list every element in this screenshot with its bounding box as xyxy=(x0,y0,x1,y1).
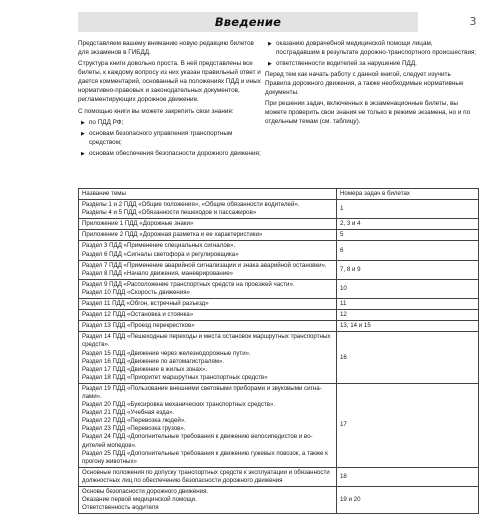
skills-list-continued xyxy=(265,40,478,69)
page-title: Введение xyxy=(214,15,282,29)
table-row xyxy=(79,200,479,219)
task-numbers-cell: 7, 8 и 9 xyxy=(337,260,479,279)
table-row xyxy=(79,487,479,514)
topic-line: Раздел 19 ПДД «Пользование внешними световыми приборами и звуковыми сигналами». xyxy=(82,384,322,400)
triangle-bullet-icon: ▶ xyxy=(81,131,85,138)
topic-line: Раздел 3 ПДД «Применение специальных сигналов». xyxy=(82,242,236,250)
table-header-row xyxy=(79,189,479,200)
skills-list-item: ▶ основам безопасного управления транспортным средством; xyxy=(81,130,233,147)
topic-cell xyxy=(79,310,337,321)
task-numbers-cell: 2, 3 и 4 xyxy=(337,219,479,230)
topic-cell xyxy=(79,219,337,230)
topic-line: Раздел 22 ПДД «Перевозка людей». xyxy=(82,417,186,425)
topic-cell xyxy=(79,279,337,298)
topic-line: Раздел 18 ПДД «Приоритет маршрутных транспортных средств» xyxy=(82,373,268,381)
left-column xyxy=(78,40,261,161)
topic-cell xyxy=(79,487,337,514)
topic-line: Раздел 8 ПДД «Начало движения, маневрирование» xyxy=(82,269,234,277)
skills-lead-paragraph: С помощью книги вы можете закрепить свои знания: xyxy=(78,107,234,115)
right-column xyxy=(265,40,478,130)
topic-line: Раздел 11 ПДД «Обгон, встречный разъезд» xyxy=(82,300,209,308)
table-row xyxy=(79,299,479,310)
skills-list-item: ▶ основам обеспечения безопасности дорожного движения; xyxy=(81,150,261,158)
topic-cell xyxy=(79,321,337,332)
topic-line: Раздел 6 ПДД «Сигналы светофора и регулировщика» xyxy=(82,250,239,258)
table-row xyxy=(79,279,479,298)
structure-paragraph: Структура книги довольно проста. В ней представлены все билеты, к каждому вопросу из них указан правильный ответ и дается комментарий, основанный на положениях ПДД и иных нормативно-правовых и законодательных документов, регламентирующих дорожное движение. xyxy=(78,60,261,104)
table-body xyxy=(79,200,479,514)
skills-list-item: ▶ ответственности водителей за нарушение ПДД. xyxy=(268,60,417,67)
topic-line: Раздел 15 ПДД «Движение через железнодорожные пути». xyxy=(82,349,251,357)
topic-line: Разделы 1 и 2 ПДД «Общие положения», «Общие обязанности водителей». xyxy=(82,201,300,209)
topic-line: Раздел 16 ПДД «Движение по автомагистралям». xyxy=(82,357,225,365)
topic-line: Основные положения по допуску транспортных средств к эксплуатации и обязанности должностных лиц по обеспечению безопасности дорожного движения xyxy=(82,468,330,484)
topic-line: Раздел 10 ПДД «Скорость движения» xyxy=(82,288,190,296)
topic-cell xyxy=(79,241,337,260)
practice-paragraph: При решении задач, включенных в экзаменационные билеты, вы можете проверить свои знания не только в режиме экзамена, но и по отдельным темам (см. таблицу). xyxy=(265,100,471,126)
skills-list-item: ▶ оказанию доврачебной медицинской помощи лицам, пострадавшим в результате дорожно-транспортного происшествия; xyxy=(268,40,477,56)
table-row xyxy=(79,310,479,321)
task-numbers-cell: 1 xyxy=(337,200,479,219)
table-row xyxy=(79,241,479,260)
task-numbers-cell: 5 xyxy=(337,230,479,241)
task-numbers-cell: 13, 14 и 15 xyxy=(337,321,479,332)
topic-line: Раздел 14 ПДД «Пешеходные переходы и места остановок маршрутных транспортных средств». xyxy=(82,333,331,349)
table-row xyxy=(79,383,479,467)
task-numbers-cell: 6 xyxy=(337,241,479,260)
preparation-paragraph: Перед тем как начать работу с данной книгой, следует изучить Правила дорожного движения, а также необходимые нормативные документы. xyxy=(265,71,464,96)
column-header-tasks: Номера задач в билетах xyxy=(337,189,479,200)
triangle-bullet-icon: ▶ xyxy=(268,41,272,47)
triangle-bullet-icon: ▶ xyxy=(81,120,85,127)
task-numbers-cell: 11 xyxy=(337,299,479,310)
topic-cell xyxy=(79,230,337,241)
task-numbers-cell: 18 xyxy=(337,467,479,486)
topic-line: Раздел 20 ПДД «Буксировка механических транспортных средств». xyxy=(82,401,276,409)
topic-line: Раздел 21 ПДД «Учебная езда». xyxy=(82,409,175,417)
topic-line: Приложение 2 ПДД «Дорожная разметка и ее характеристики» xyxy=(82,231,263,239)
topic-line: Раздел 7 ПДД «Применение аварийной сигнализации и знака аварийной остановки». xyxy=(82,261,327,269)
table-row xyxy=(79,321,479,332)
topic-line: Раздел 13 ПДД «Проезд перекрестков» xyxy=(82,322,195,330)
topic-cell xyxy=(79,383,337,467)
intro-paragraph: Представляем вашему вниманию новую редакцию билетов для экзаменов в ГИБДД. xyxy=(78,40,254,56)
topic-line: Раздел 25 ПДД «Дополнительные требования к движению гужевых повозок, а также к прогону животных» xyxy=(82,449,328,465)
table-row xyxy=(79,260,479,279)
column-header-topic: Название темы xyxy=(79,189,337,200)
topic-cell xyxy=(79,299,337,310)
topic-cell xyxy=(79,200,337,219)
task-numbers-cell: 16 xyxy=(337,332,479,384)
skills-list-item: ▶ по ПДД РФ; xyxy=(81,119,124,127)
task-numbers-cell: 17 xyxy=(337,383,479,467)
topic-cell xyxy=(79,332,337,384)
topic-line: Раздел 17 ПДД «Движение в жилых зонах». xyxy=(82,365,208,373)
topic-line: Разделы 4 и 5 ПДД «Обязанности пешеходов и пассажиров» xyxy=(82,209,257,217)
table-row xyxy=(79,467,479,486)
topic-cell xyxy=(79,260,337,279)
topic-line: Раздел 23 ПДД «Перевозка грузов». xyxy=(82,425,186,433)
table-row xyxy=(79,332,479,384)
triangle-bullet-icon: ▶ xyxy=(268,61,272,67)
topic-line: Раздел 24 ПДД «Дополнительные требования к движению велосипедистов и водителей мопедов». xyxy=(82,433,313,449)
topic-line: Основы безопасности дорожного движения. xyxy=(82,488,209,495)
page-number: 3 xyxy=(469,14,477,28)
topic-cell xyxy=(79,467,337,486)
table-row xyxy=(79,219,479,230)
skills-list xyxy=(78,119,261,159)
topic-line: Раздел 12 ПДД «Остановка и стоянка» xyxy=(82,311,194,319)
topic-line: Ответственность водителя xyxy=(82,504,159,512)
topics-table xyxy=(78,188,479,514)
task-numbers-cell: 12 xyxy=(337,310,479,321)
triangle-bullet-icon: ▶ xyxy=(81,151,85,158)
task-numbers-cell: 19 и 20 xyxy=(337,487,479,514)
topic-line: Раздел 9 ПДД «Расположение транспортных средств на проезжей части». xyxy=(82,280,295,288)
page-header xyxy=(78,12,418,32)
topic-line: Приложение 1 ПДД «Дорожные знаки» xyxy=(82,220,194,228)
table-row xyxy=(79,230,479,241)
task-numbers-cell: 10 xyxy=(337,279,479,298)
topic-line: Оказание первой медицинской помощи. xyxy=(82,496,197,504)
